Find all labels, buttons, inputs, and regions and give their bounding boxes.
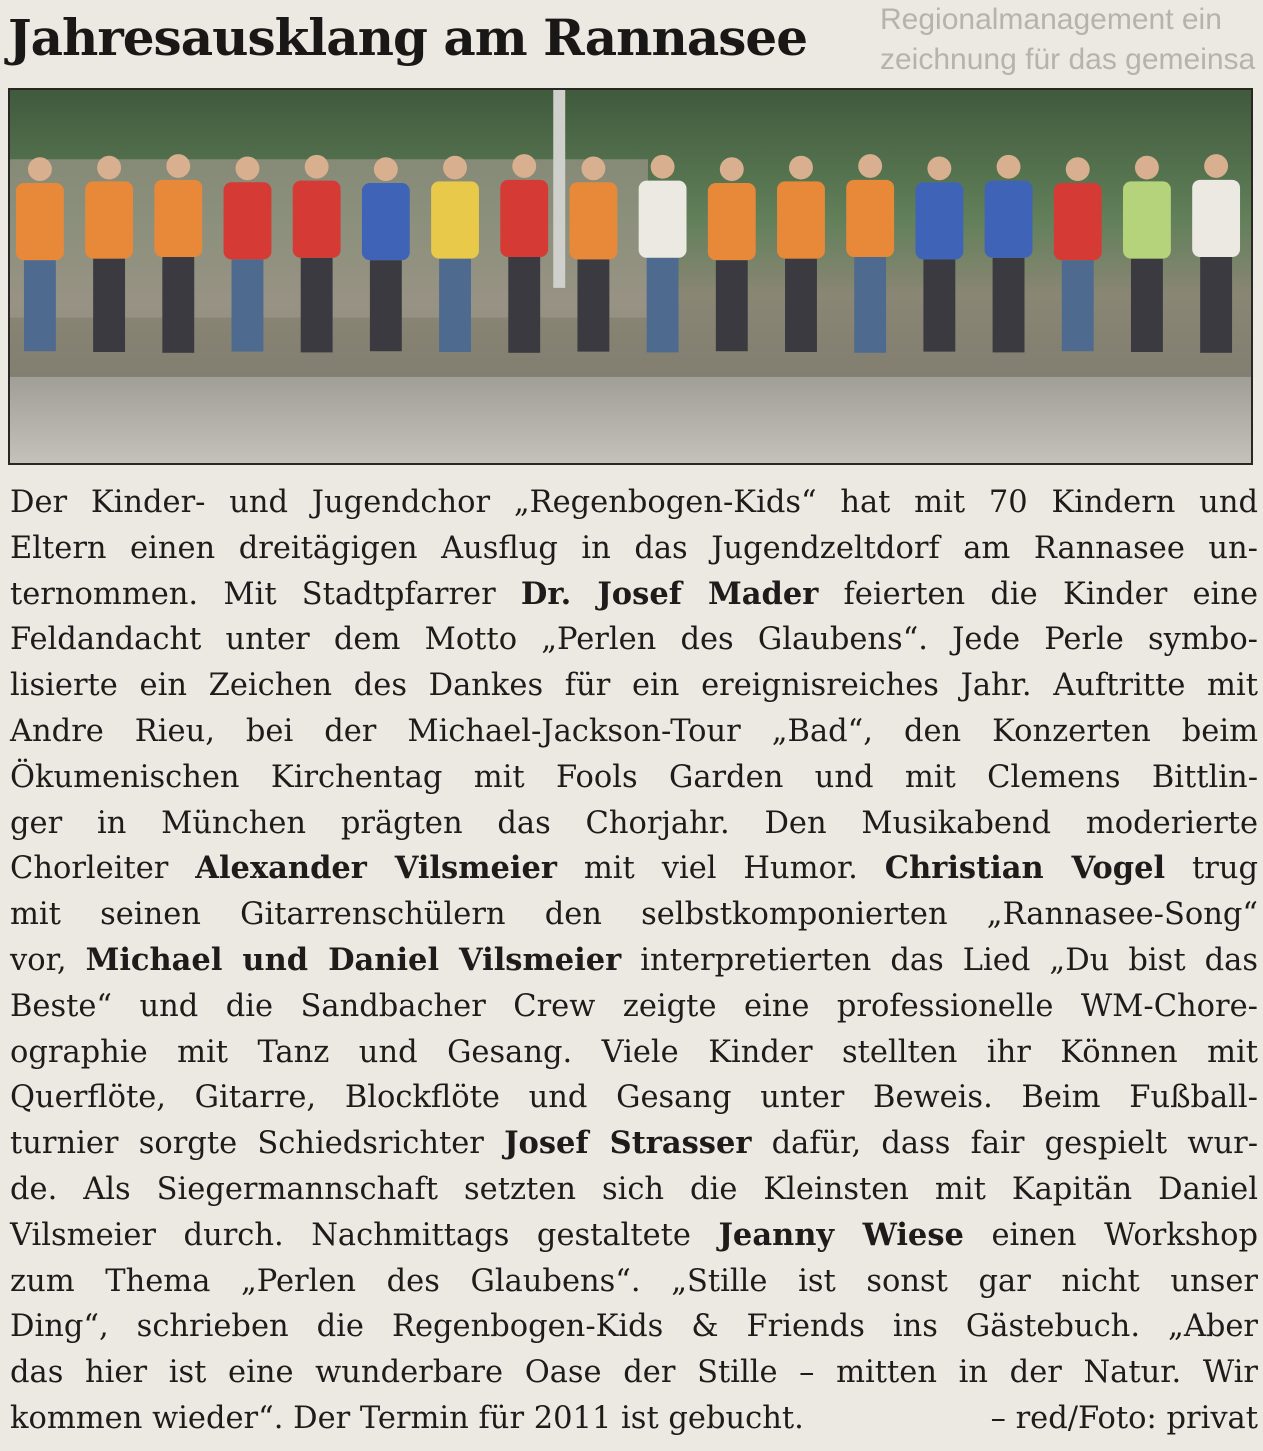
- shirt: [16, 183, 64, 260]
- text-run: vor,: [10, 942, 86, 978]
- head: [443, 156, 467, 180]
- shirt: [1192, 180, 1240, 257]
- legs: [370, 260, 402, 351]
- person-name: Christian Vogel: [884, 850, 1166, 887]
- article-photo: [8, 88, 1253, 465]
- article-line: [10, 617, 1258, 663]
- article-line: [10, 526, 1258, 572]
- text-run: interpretierten das Lied „Du bist das: [621, 942, 1258, 978]
- legs: [24, 260, 56, 351]
- text-run: einen Workshop: [963, 1217, 1258, 1253]
- article-body: [10, 480, 1258, 1442]
- head: [28, 157, 52, 181]
- article-line: [10, 1213, 1258, 1259]
- shirt: [224, 182, 272, 259]
- head: [1135, 156, 1159, 180]
- text-run: Chorleiter: [10, 851, 196, 887]
- text-run: turnier sorgte Schiedsrichter: [10, 1126, 505, 1162]
- article-line: [10, 1350, 1258, 1396]
- article-line: [10, 1396, 1258, 1442]
- article-line: [10, 1304, 1258, 1350]
- legs: [162, 257, 194, 353]
- shirt: [362, 183, 410, 260]
- article-line: [10, 892, 1258, 938]
- adjacent-article-bleed: [880, 0, 1263, 90]
- text-run: Der Kinder- und Jugendchor „Regenbogen-Kids“ hat mit 70 Kindern und: [10, 485, 1258, 520]
- article-line: [10, 1259, 1258, 1305]
- legs: [854, 257, 886, 353]
- ghost-line: Regionalmanagement ein: [880, 3, 1222, 36]
- head: [97, 156, 121, 180]
- head: [581, 156, 605, 180]
- shirt: [708, 183, 756, 260]
- person-name: Josef Strasser: [504, 1125, 752, 1162]
- text-run: Querflöte, Gitarre, Blockflöte und Gesang unter Beweis. Beim Fußball-: [10, 1080, 1258, 1116]
- shirt: [154, 180, 202, 257]
- article-line: [10, 572, 1258, 618]
- text-run: trug: [1165, 851, 1258, 887]
- article-line: [10, 1030, 1258, 1076]
- text-run: dafür, dass fair gespielt wur-: [751, 1126, 1258, 1162]
- head: [997, 155, 1021, 179]
- shirt: [846, 180, 894, 257]
- head: [927, 156, 951, 180]
- article-headline: Jahresausklang am Rannasee: [8, 8, 808, 67]
- legs: [647, 258, 679, 353]
- text-run: ographie mit Tanz und Gesang. Viele Kinder stellten ihr Können mit: [10, 1034, 1258, 1070]
- shirt: [915, 182, 963, 259]
- legs: [439, 259, 471, 352]
- text-run: Ökumenischen Kirchentag mit Fools Garden und mit Clemens Bittlin-: [10, 759, 1258, 795]
- text-run: Feldandacht unter dem Motto „Perlen des Glaubens“. Jede Perle symbo-: [10, 622, 1258, 658]
- legs: [232, 259, 264, 351]
- shirt: [985, 181, 1033, 258]
- text-run: lisierte ein Zeichen des Dankes für ein ereignisreiches Jahr. Auftritte mit: [10, 668, 1258, 704]
- head: [374, 157, 398, 181]
- head: [512, 154, 536, 178]
- text-run: feierten die Kinder eine: [818, 576, 1258, 612]
- article-line: [10, 709, 1258, 755]
- ground: [10, 377, 1251, 463]
- article-line: [10, 663, 1258, 709]
- person-name: Michael und Daniel Vilsmeier: [85, 941, 622, 978]
- text-run: ternommen. Mit Stadtpfarrer: [10, 576, 521, 612]
- head: [236, 156, 260, 180]
- choir-group-photo: [10, 90, 1251, 463]
- legs: [508, 257, 540, 353]
- article-line: [10, 1075, 1258, 1121]
- text-run: de. Als Siegermannschaft setzten sich die Kleinsten mit Kapitän Daniel: [10, 1171, 1258, 1207]
- shirt: [431, 181, 479, 258]
- head: [858, 154, 882, 178]
- shirt: [1054, 183, 1102, 260]
- text-run: mit viel Humor.: [556, 851, 885, 887]
- head: [166, 154, 190, 178]
- ghost-line: zeichnung für das gemeinsa: [880, 43, 1256, 76]
- text-run: Eltern einen dreitägigen Ausflug in das Jugendzeltdorf am Rannasee un-: [10, 530, 1258, 566]
- shirt: [569, 182, 617, 259]
- text-run: kommen wieder“. Der Termin für 2011 ist gebucht.: [10, 1400, 804, 1436]
- text-run: Ding“, schrieben die Regenbogen-Kids & Friends ins Gästebuch. „Aber: [10, 1309, 1258, 1345]
- person-name: Jeanny Wiese: [718, 1216, 964, 1253]
- legs: [923, 259, 955, 351]
- legs: [993, 258, 1025, 353]
- pole: [553, 90, 565, 288]
- article-line: [10, 846, 1258, 892]
- head: [1066, 157, 1090, 181]
- legs: [577, 259, 609, 351]
- article-line: [10, 1121, 1258, 1167]
- article-line: [10, 938, 1258, 984]
- head: [789, 156, 813, 180]
- article-line: [10, 755, 1258, 801]
- photo-credit: – red/Foto: privat: [990, 1400, 1258, 1436]
- legs: [785, 259, 817, 352]
- legs: [301, 258, 333, 353]
- head: [720, 157, 744, 181]
- article-line: [10, 480, 1258, 526]
- shirt: [500, 180, 548, 257]
- shirt: [293, 181, 341, 258]
- head: [1204, 154, 1228, 178]
- legs: [1131, 259, 1163, 352]
- legs: [93, 259, 125, 352]
- person-name: Dr. Josef Mader: [520, 575, 819, 612]
- text-run: ger in München prägten das Chorjahr. Den Musikabend moderierte: [10, 805, 1258, 841]
- text-run: das hier ist eine wunderbare Oase der Stille – mitten in der Natur. Wir: [10, 1355, 1258, 1391]
- text-run: Vilsmeier durch. Nachmittags gestaltete: [10, 1217, 719, 1253]
- legs: [716, 260, 748, 351]
- legs: [1062, 260, 1094, 351]
- shirt: [777, 181, 825, 258]
- shirt: [85, 181, 133, 258]
- person-name: Alexander Vilsmeier: [195, 850, 557, 887]
- legs: [1200, 257, 1232, 353]
- text-run: mit seinen Gitarrenschülern den selbstkomponierten „Rannasee-Song“: [10, 897, 1258, 933]
- head: [651, 155, 675, 179]
- shirt: [1123, 181, 1171, 258]
- article-line: [10, 984, 1258, 1030]
- head: [305, 155, 329, 179]
- article-line: [10, 801, 1258, 847]
- text-run: Andre Rieu, bei der Michael-Jackson-Tour „Bad“, den Konzerten beim: [10, 713, 1258, 749]
- text-run: zum Thema „Perlen des Glaubens“. „Stille ist sonst gar nicht unser: [10, 1263, 1258, 1299]
- shirt: [639, 181, 687, 258]
- article-line: [10, 1167, 1258, 1213]
- text-run: Beste“ und die Sandbacher Crew zeigte eine professionelle WM-Chore-: [10, 988, 1258, 1024]
